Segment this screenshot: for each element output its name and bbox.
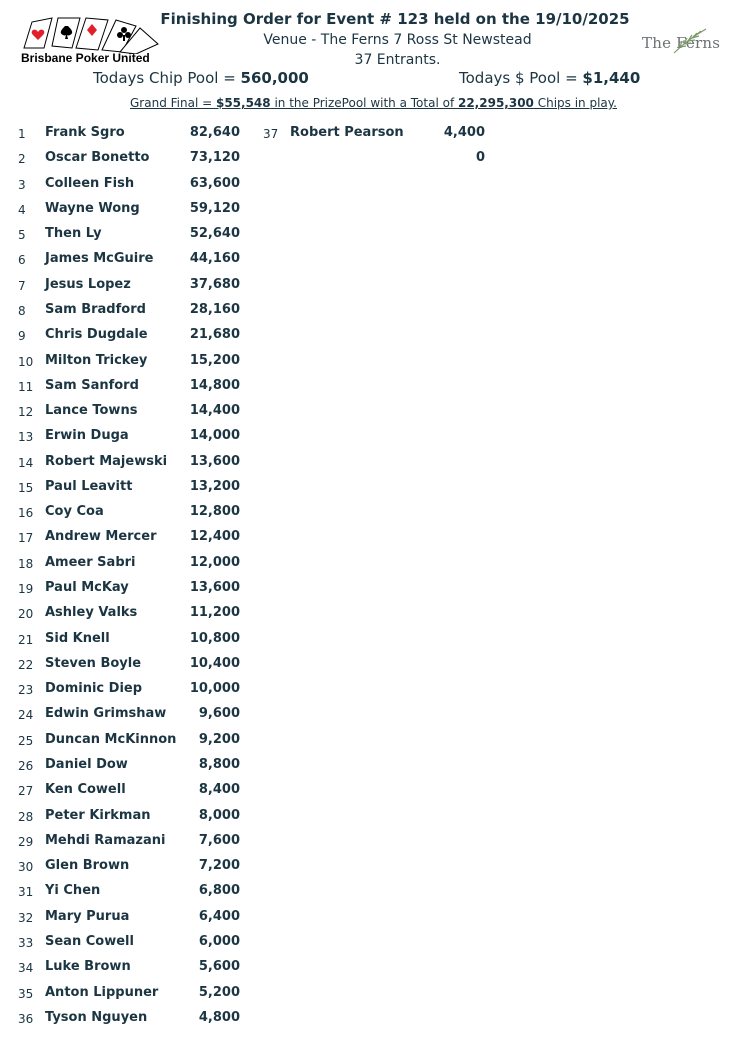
- player-name: Duncan McKinnon: [45, 731, 177, 747]
- chip-count: 10,800: [189, 630, 240, 646]
- result-row: [18, 201, 248, 221]
- finish-position: 19: [18, 582, 34, 597]
- club-name: Brisbane Poker United: [21, 51, 150, 65]
- player-name: Sean Cowell: [45, 933, 134, 949]
- result-row: [18, 428, 248, 448]
- venue-logo-text: The Ferns: [642, 34, 721, 52]
- result-row: [18, 403, 248, 423]
- result-row: [18, 555, 248, 575]
- result-row: [18, 327, 248, 347]
- finish-position: 22: [18, 657, 34, 672]
- result-row: [18, 732, 248, 752]
- result-row: [18, 656, 248, 676]
- finish-position: 7: [18, 278, 26, 293]
- finish-position: 20: [18, 607, 34, 622]
- finish-position: 30: [18, 860, 34, 875]
- chip-pool: [93, 69, 309, 87]
- finish-position: 12: [18, 405, 34, 420]
- player-name: Sam Sanford: [45, 377, 139, 393]
- player-name: Yi Chen: [45, 883, 101, 899]
- venue-logo: [640, 26, 740, 56]
- player-name: Robert Majewski: [45, 453, 168, 469]
- chip-count: 5,600: [198, 959, 240, 975]
- finish-position: 33: [18, 935, 34, 950]
- chip-count: 9,200: [198, 731, 240, 747]
- chip-count: 8,800: [198, 757, 240, 772]
- chip-pool-label: Todays Chip Pool =: [93, 69, 241, 87]
- chip-count: 37,680: [189, 276, 240, 292]
- finish-position: 32: [18, 910, 34, 925]
- chip-count: 52,640: [189, 226, 240, 242]
- result-row: [18, 150, 248, 170]
- finish-position: 6: [18, 253, 26, 268]
- player-name: James McGuire: [45, 251, 154, 267]
- chip-count: 10,400: [189, 655, 240, 671]
- chip-count: 12,800: [189, 504, 240, 520]
- result-row: [18, 176, 248, 196]
- player-name: Chris Dugdale: [45, 327, 148, 343]
- fern-icon: [670, 27, 710, 55]
- finish-position: 35: [18, 986, 34, 1001]
- result-row: [18, 681, 248, 701]
- finish-position: 4: [18, 202, 26, 217]
- player-name: Sam Bradford: [45, 301, 146, 317]
- finish-position: 9: [18, 329, 26, 344]
- chip-count: 14,000: [189, 428, 240, 444]
- finish-position: 27: [18, 784, 34, 799]
- chip-count: 6,400: [198, 908, 240, 924]
- result-row: [18, 479, 248, 499]
- result-row: [18, 934, 248, 954]
- result-row: [18, 959, 248, 979]
- player-name: Oscar Bonetto: [45, 150, 150, 166]
- player-name: Peter Kirkman: [45, 807, 151, 823]
- finish-position: 3: [18, 177, 26, 192]
- result-row: [18, 580, 248, 600]
- result-row: [18, 909, 248, 929]
- result-row: [18, 1010, 248, 1030]
- player-name: Paul McKay: [45, 580, 129, 596]
- chip-count: 59,120: [189, 200, 240, 216]
- result-row: [18, 251, 248, 271]
- finish-position: 14: [18, 455, 34, 470]
- result-row: [18, 353, 248, 373]
- chip-count: 82,640: [189, 125, 240, 140]
- finish-position: 29: [18, 834, 34, 849]
- player-name: Coy Coa: [45, 504, 104, 520]
- result-row: [18, 757, 248, 777]
- result-row: [18, 226, 248, 246]
- finish-position: 11: [18, 379, 34, 394]
- result-row: [18, 883, 248, 903]
- player-name: Andrew Mercer: [45, 529, 157, 545]
- player-name: Daniel Dow: [45, 757, 128, 772]
- chip-count: 15,200: [189, 352, 240, 368]
- finish-position: 37: [263, 127, 279, 141]
- player-name: Steven Boyle: [45, 655, 142, 671]
- chip-count: 13,600: [189, 453, 240, 469]
- chip-count: 14,400: [189, 403, 240, 419]
- result-row: [263, 150, 493, 170]
- player-name: Jesus Lopez: [45, 276, 131, 292]
- chip-count: 13,600: [189, 580, 240, 596]
- grand-final-prize: $55,548: [215, 96, 271, 110]
- cash-pool-label: Todays $ Pool =: [459, 69, 583, 87]
- grand-final-post: Chips in play.: [533, 96, 617, 110]
- result-row: [18, 985, 248, 1005]
- entrants-count: 37 Entrants.: [354, 52, 441, 68]
- player-name: Lance Towns: [45, 403, 138, 419]
- chip-count: 12,000: [189, 554, 240, 570]
- grand-final-chips: 22,295,300: [457, 96, 534, 110]
- chip-count: 4,400: [443, 125, 485, 140]
- chip-count: 5,200: [198, 984, 240, 1000]
- finish-position: 34: [18, 961, 34, 976]
- chip-count: 44,160: [189, 251, 240, 267]
- result-row: [18, 858, 248, 878]
- chip-count: 6,000: [198, 933, 240, 949]
- player-name: Dominic Diep: [45, 681, 143, 697]
- chip-count: 13,200: [189, 478, 240, 494]
- player-name: Robert Pearson: [290, 125, 404, 140]
- player-name: Mary Purua: [45, 908, 130, 924]
- chip-count: 28,160: [189, 301, 240, 317]
- venue-line: Venue - The Ferns 7 Ross St Newstead: [263, 32, 532, 48]
- finish-position: 25: [18, 733, 34, 748]
- grand-final-line: [130, 96, 617, 110]
- chip-count: 10,000: [189, 681, 240, 697]
- result-row: [18, 833, 248, 853]
- chip-count: 6,800: [198, 883, 240, 899]
- chip-count: 4,800: [198, 1009, 240, 1025]
- result-row: [18, 605, 248, 625]
- finish-position: 23: [18, 683, 34, 698]
- result-row: [263, 125, 493, 145]
- finish-position: 10: [18, 354, 34, 369]
- grand-final-pre: Grand Final =: [130, 96, 216, 110]
- result-row: [18, 782, 248, 802]
- chip-count: 21,680: [189, 327, 240, 343]
- result-row: [18, 504, 248, 524]
- finish-position: 31: [18, 885, 34, 900]
- chip-pool-value: 560,000: [240, 69, 309, 87]
- player-name: Frank Sgro: [45, 125, 125, 140]
- player-name: Luke Brown: [45, 959, 131, 975]
- finish-position: 1: [18, 127, 26, 141]
- finish-position: 8: [18, 303, 26, 318]
- player-name: Sid Knell: [45, 630, 110, 646]
- finish-position: 15: [18, 480, 34, 495]
- finish-position: 18: [18, 556, 34, 571]
- result-row: [18, 529, 248, 549]
- player-name: Anton Lippuner: [45, 984, 159, 1000]
- result-row: [18, 378, 248, 398]
- chip-count: 7,200: [198, 858, 240, 874]
- result-row: [18, 454, 248, 474]
- chip-count: 73,120: [189, 150, 240, 166]
- chip-count: 0: [475, 150, 485, 166]
- player-name: Ken Cowell: [45, 782, 126, 798]
- finish-position: 5: [18, 228, 26, 243]
- finish-position: 16: [18, 506, 34, 521]
- cash-pool-value: $1,440: [582, 69, 641, 87]
- result-row: [18, 277, 248, 297]
- chip-count: 14,800: [189, 377, 240, 393]
- player-name: Then Ly: [45, 226, 102, 242]
- finish-position: 24: [18, 708, 34, 723]
- player-name: Ameer Sabri: [45, 554, 136, 570]
- result-row: [18, 631, 248, 651]
- player-name: Wayne Wong: [45, 200, 140, 216]
- chip-count: 7,600: [198, 832, 240, 848]
- chip-count: 63,600: [189, 175, 240, 191]
- chip-count: 9,600: [198, 706, 240, 722]
- player-name: Mehdi Ramazani: [45, 832, 166, 848]
- finish-position: 36: [18, 1011, 34, 1026]
- finish-position: 17: [18, 531, 34, 546]
- page-title: Finishing Order for Event # 123 held on the 19/10/2025: [160, 10, 630, 28]
- cash-pool: [459, 69, 640, 87]
- player-name: Ashley Valks: [45, 605, 138, 621]
- chip-count: 11,200: [189, 605, 240, 621]
- finish-position: 26: [18, 759, 34, 773]
- finish-position: 21: [18, 632, 34, 647]
- result-row: [18, 808, 248, 828]
- finish-position: 28: [18, 809, 34, 824]
- player-name: Colleen Fish: [45, 175, 135, 191]
- chip-count: 8,400: [198, 782, 240, 798]
- player-name: Paul Leavitt: [45, 478, 133, 494]
- grand-final-mid: in the PrizePool with a Total of: [270, 96, 458, 110]
- chip-count: 8,000: [198, 807, 240, 823]
- finish-position: 13: [18, 430, 34, 445]
- player-name: Glen Brown: [45, 858, 130, 874]
- player-name: Milton Trickey: [45, 352, 148, 368]
- result-row: [18, 706, 248, 726]
- player-name: Tyson Nguyen: [45, 1009, 148, 1025]
- result-row: [18, 125, 248, 145]
- finish-position: 2: [18, 152, 26, 167]
- player-name: Erwin Duga: [45, 428, 129, 444]
- chip-count: 12,400: [189, 529, 240, 545]
- player-name: Edwin Grimshaw: [45, 706, 167, 722]
- result-row: [18, 302, 248, 322]
